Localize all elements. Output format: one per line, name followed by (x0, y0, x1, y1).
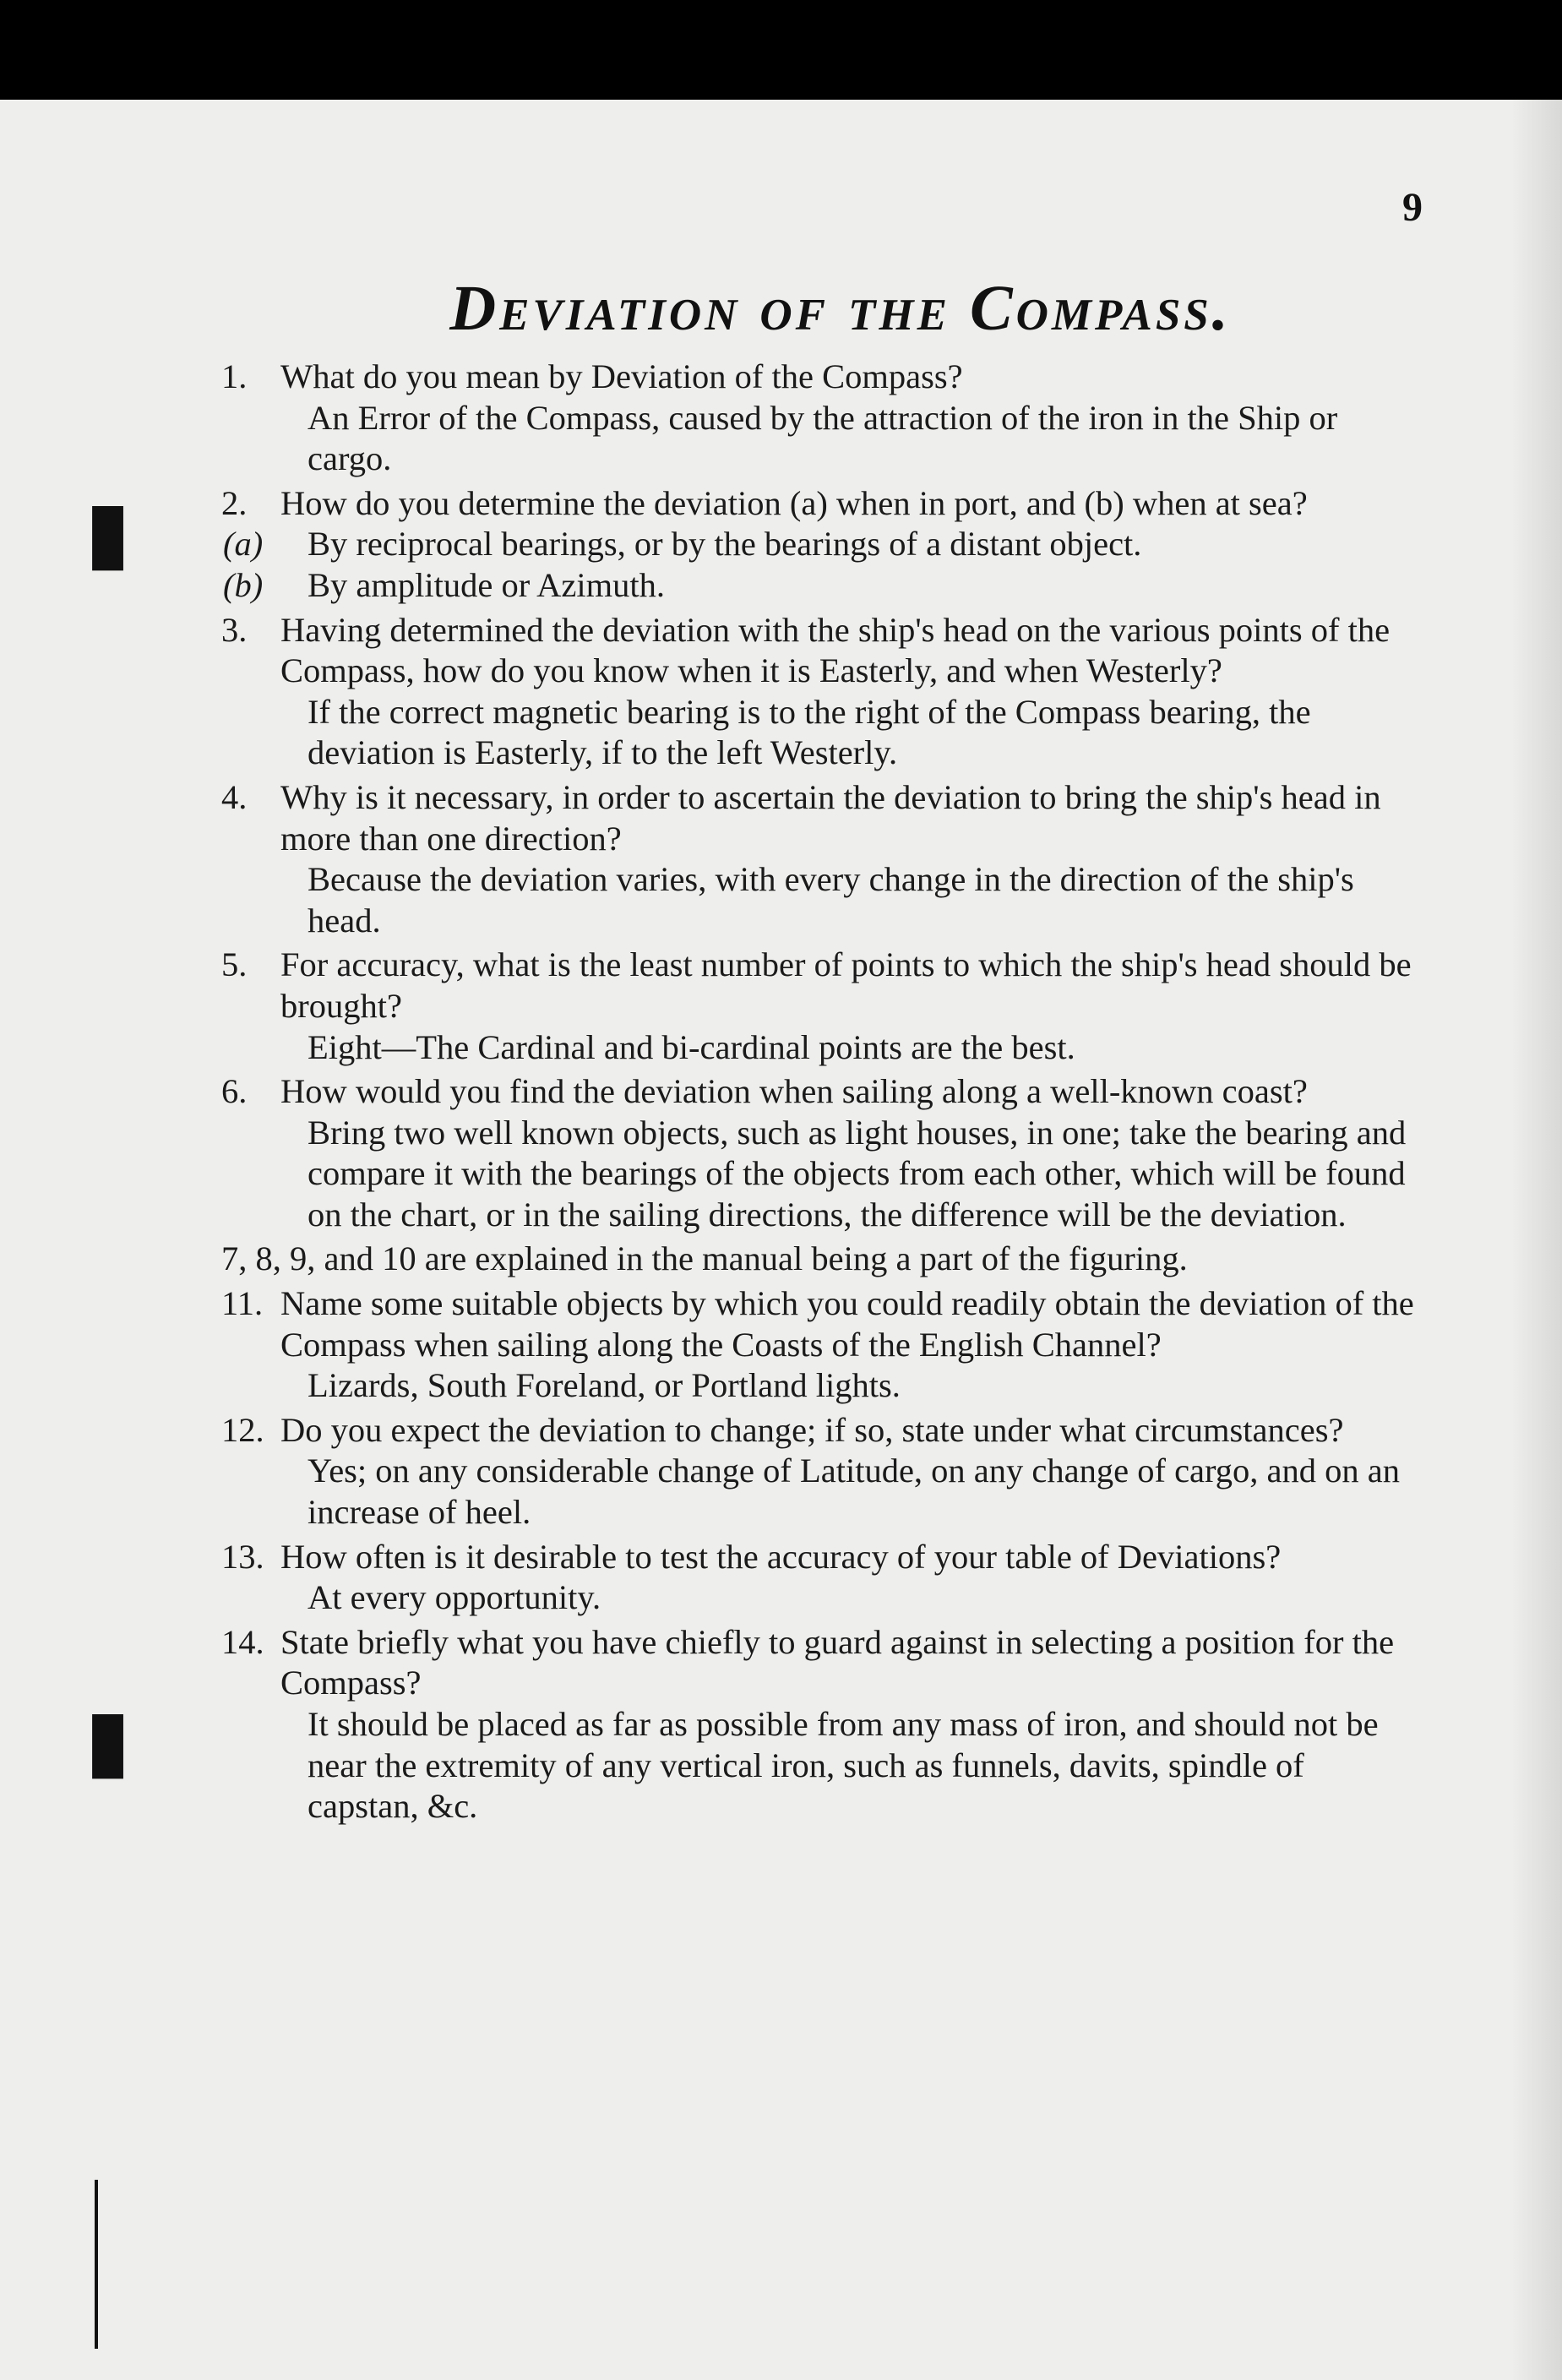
question (221, 1283, 1421, 1365)
qa-item (221, 1622, 1421, 1827)
question-text: Name some suitable objects by which you could readily obtain the deviation of the Compass when sailing along the Coasts of the English Channel? (280, 1284, 1414, 1364)
answer-text: Because the deviation varies, with every change in the direction of the ship's head. (308, 860, 1354, 939)
sub-answer-text: By reciprocal bearings, or by the bearings of a distant object. (308, 525, 1142, 564)
answer-text: Eight—The Cardinal and bi-cardinal points are the best. (308, 1027, 1075, 1066)
item-number: 11. (221, 1284, 264, 1323)
answer-text: It should be placed as far as possible from any mass of iron, and should not be near the extremity of any vertical iron, such as funnels, davits, spindle of capstan, &c. (308, 1705, 1379, 1826)
item-number: 14. (221, 1622, 264, 1661)
qa-item (221, 1410, 1421, 1533)
sub-answer (221, 565, 1421, 607)
answer-text: Lizards, South Foreland, or Portland lights. (308, 1366, 901, 1405)
question (221, 1622, 1421, 1704)
binding-mark-icon: ▮ (84, 485, 132, 579)
qa-list (221, 357, 1421, 1831)
question-text: What do you mean by Deviation of the Compass? (280, 357, 963, 395)
item-number: 6. (221, 1072, 248, 1111)
qa-item (221, 610, 1421, 774)
qa-item (221, 945, 1421, 1068)
item-number: 1. (221, 357, 248, 395)
qa-item (221, 777, 1421, 941)
item-number: 5. (221, 945, 248, 984)
qa-item (221, 1071, 1421, 1235)
qa-item (221, 483, 1421, 607)
page-edge-shadow (1511, 100, 1562, 2380)
question-text: For accuracy, what is the least number of points to which the ship's head should be brought? (280, 945, 1412, 1025)
question (221, 483, 1421, 525)
item-number: 4. (221, 777, 248, 816)
question (221, 1071, 1421, 1113)
qa-note (221, 1239, 1421, 1280)
question-text: Why is it necessary, in order to ascertain the deviation to bring the ship's head in more than one direction? (280, 777, 1381, 858)
question (221, 357, 1421, 398)
question-text: How would you find the deviation when sailing along a well-known coast? (280, 1072, 1308, 1111)
answer-text: Bring two well known objects, such as light houses, in one; take the bearing and compare it with the bearings of the objects from each other, which will be found on the chart, or in the sailing directions, the difference will be the deviation. (308, 1113, 1407, 1234)
sub-answer (221, 524, 1421, 565)
item-number: 12. (221, 1410, 264, 1449)
question (221, 610, 1421, 692)
question-text: State briefly what you have chiefly to guard against in selecting a position for the Compass? (280, 1622, 1395, 1702)
qa-item (221, 1283, 1421, 1407)
item-number: 3. (221, 610, 248, 649)
qa-item (221, 357, 1421, 480)
spine-line (95, 2180, 98, 2349)
question (221, 1410, 1421, 1451)
question (221, 1537, 1421, 1578)
item-number: 13. (221, 1537, 264, 1576)
question-text: Having determined the deviation with the ship's head on the various points of the Compass, how do you know when it is Easterly, and when Westerly? (280, 610, 1391, 690)
binding-mark-icon: ▮ (84, 1693, 132, 1787)
sub-answer-label: (b) (223, 565, 264, 604)
question (221, 777, 1421, 859)
sub-answer-text: By amplitude or Azimuth. (308, 565, 665, 604)
answer-text: If the correct magnetic bearing is to the right of the Compass bearing, the deviation is Easterly, if to the left Westerly. (308, 692, 1311, 772)
answer-text: At every opportunity. (308, 1578, 601, 1617)
answer-text: Yes; on any considerable change of Latitude, on any change of cargo, and on an increase of heel. (308, 1451, 1400, 1532)
question-text: How do you determine the deviation (a) when in port, and (b) when at sea? (280, 483, 1308, 522)
page-number: 9 (1402, 185, 1423, 230)
question-text: Do you expect the deviation to change; if so, state under what circumstances? (280, 1410, 1344, 1449)
note-text: 7, 8, 9, and 10 are explained in the manual being a part of the figuring. (221, 1239, 1188, 1278)
item-number: 2. (221, 483, 248, 522)
question-text: How often is it desirable to test the accuracy of your table of Deviations? (280, 1537, 1282, 1576)
sub-answer-label: (a) (223, 525, 264, 564)
question (221, 945, 1421, 1027)
answer-text: An Error of the Compass, caused by the attraction of the iron in the Ship or cargo. (308, 398, 1338, 478)
page-title: Deviation of the Compass. (449, 273, 1232, 344)
qa-item (221, 1537, 1421, 1619)
